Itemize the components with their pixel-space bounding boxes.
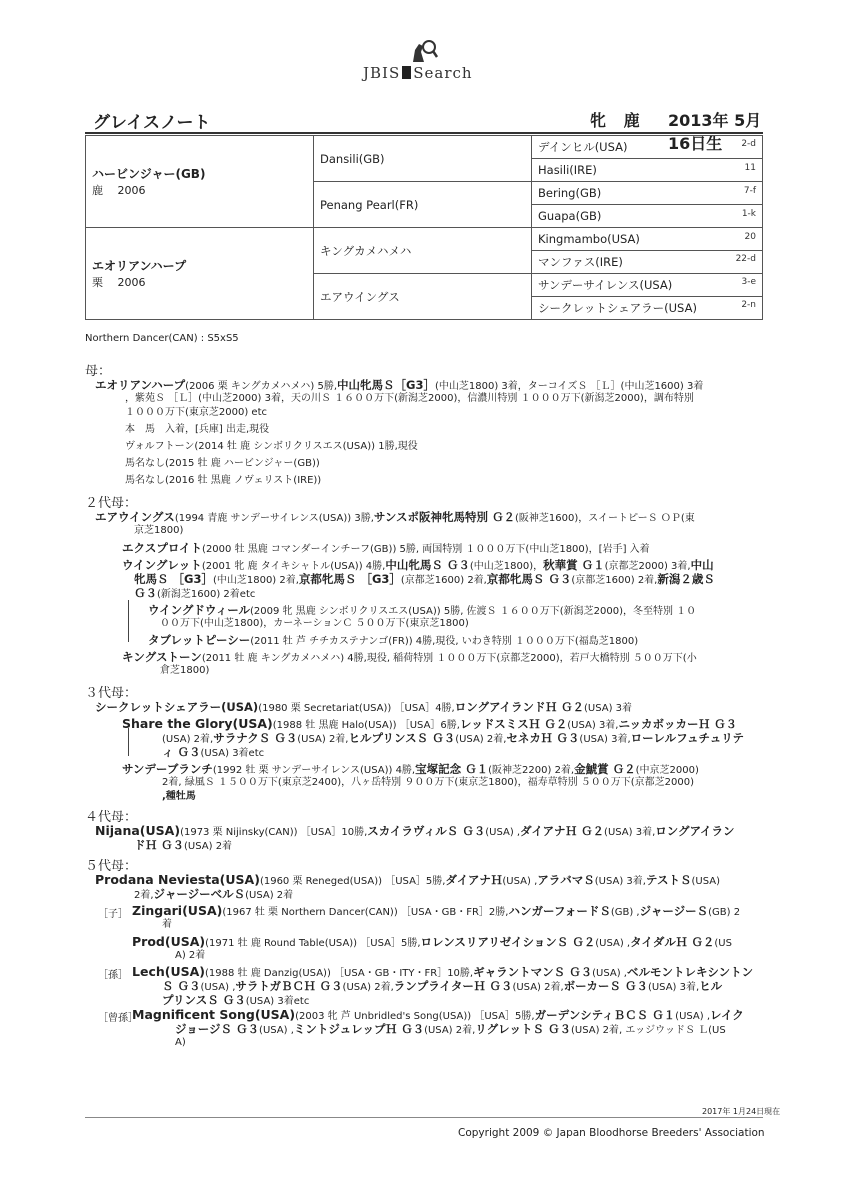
fifth-dam-line: Magnificent Song(USA)(2003 牝 芦 Unbridled's Song(USA)) ［USA］5勝,ガーデンシティＢＣＳ Ｇ１(USA) ,レイク: [132, 1007, 744, 1022]
fifth-dam-line: Lech(USA)(1988 牡 鹿 Danzig(USA)) ［USA・GB・ITY・FR］10勝,ギャラントマンＳ Ｇ３(USA) ,ベルモントレキシントン: [132, 964, 754, 979]
tree-line: [128, 600, 129, 642]
fifth-dam-line: Prod(USA)(1971 牡 鹿 Round Table(USA)) ［USA］5勝,ロレンスリアリゼイションＳ Ｇ２(USA) ,タイダルＨ Ｇ２(US: [132, 934, 732, 949]
logo-text-left: JBIS: [363, 64, 401, 82]
gen3-cell: シークレットシェアラー(USA) 2-n: [532, 297, 763, 320]
dam-line: ，紫苑Ｓ ［Ｌ］(中山芝2000) 3着，天の川Ｓ １６００万下(新潟芝2000)，信濃川特別 １０００万下(新潟芝2000)，調布特別: [125, 393, 694, 404]
jbis-logo: [363, 38, 503, 88]
logo-text-right: Search: [413, 64, 473, 82]
fifth-dam-line: Zingari(USA)(1967 牡 栗 Northern Dancer(CAN)) ［USA・GB・FR］2勝,ハンガーフォードＳ(GB) ,ジャージーＳ(GB) 2: [132, 903, 741, 918]
third-dam-line: ィ Ｇ３(USA) 3着etc: [162, 745, 265, 759]
dam-dam-cell: エアウイングス: [314, 274, 532, 320]
second-dam-line: ウイングドウィール(2009 牝 黒鹿 シンボリクリスエス(USA)) 5勝, 佐渡Ｓ １６００万下(新潟芝2000)，冬至特別 １０: [148, 603, 697, 617]
fifth-dam-line: 着: [162, 919, 172, 930]
sire-sire-cell: Dansili(GB): [314, 136, 532, 182]
footer-divider: [85, 1117, 763, 1118]
gen3-cell: Kingmambo(USA) 20: [532, 228, 763, 251]
section-2nd-dam: ２代母：: [85, 496, 138, 511]
fourth-dam-line: Nijana(USA)(1973 栗 Nijinsky(CAN)) ［USA］10勝,スカイラヴィルＳ Ｇ３(USA) ,ダイアナＨ Ｇ２(USA) 3着,ロングアイラン: [95, 823, 735, 838]
fifth-dam-line: Ｓ Ｇ３(USA) ,サラトガＢＣＨ Ｇ３(USA) 2着,ランプライターＨ Ｇ３(USA) 2着,ボーカーＳ Ｇ３(USA) 3着,ヒル: [162, 979, 723, 993]
sire-dam-cell: Penang Pearl(FR): [314, 182, 532, 228]
relation-tag: ［曾孫］: [98, 1013, 138, 1024]
fourth-dam-line: ドＨ Ｇ３(USA) 2着: [134, 838, 233, 852]
third-dam-line: ,種牡馬: [162, 791, 196, 802]
dam-info: 栗 2006: [92, 276, 146, 289]
horse-magnifier-icon: [409, 38, 439, 66]
inbreeding-note: Northern Dancer(CAN) : S5xS5: [85, 333, 239, 344]
sire-name: ハービンジャー(GB): [92, 167, 206, 181]
fifth-dam-line: A) 2着: [175, 950, 206, 961]
section-dam: 母：: [85, 364, 112, 379]
pedigree-table: [85, 135, 763, 320]
third-dam-line: (USA) 2着,サラナクＳ Ｇ３(USA) 2着,ヒルプリンスＳ Ｇ３(USA) 2着,セネカＨ Ｇ３(USA) 3着,ローレルフュチュリテ: [162, 731, 744, 745]
gen3-cell: Guapa(GB) 1-k: [532, 205, 763, 228]
third-dam-line: Share the Glory(USA)(1988 牡 黒鹿 Halo(USA)) ［USA］6勝,レッドスミスＨ Ｇ２(USA) 3着,ニッカボッカーＨ Ｇ３: [122, 716, 738, 731]
dam-line: ヴォルフトーン(2014 牡 鹿 シンボリクリスエス(USA)) 1勝,現役: [125, 441, 418, 452]
section-3rd-dam: ３代母：: [85, 686, 138, 701]
third-dam-line: シークレットシェアラー(USA)(1980 栗 Secretariat(USA)) ［USA］4勝,ロングアイランドＨ Ｇ２(USA) 3着: [95, 700, 633, 714]
copyright: Copyright 2009 © Japan Bloodhorse Breeders' Association: [458, 1127, 765, 1139]
as-of-date: 2017年 1月24日現在: [702, 1107, 781, 1116]
gen3-cell: Hasili(IRE) 11: [532, 159, 763, 182]
dam-line: エオリアンハープ(2006 栗 キングカメハメハ) 5勝,中山牝馬Ｓ［G3］(中山芝1800) 3着，ターコイズＳ ［Ｌ］(中山芝1600) 3着: [95, 378, 704, 392]
third-dam-line: 2着, 緑風Ｓ １５００万下(東京芝2400)，八ヶ岳特別 ９００万下(東京芝1800)，福寿草特別 ５００万下(京都芝2000): [162, 777, 695, 788]
fifth-dam-line: 2着,ジャージーベルＳ(USA) 2着: [134, 887, 294, 901]
second-dam-line: 京芝1800): [134, 525, 184, 536]
section-5th-dam: ５代母：: [85, 859, 138, 874]
horse-birthdate: 2013年 5月16日生: [668, 111, 762, 153]
dam-line: 馬名なし(2016 牡 黒鹿 ノヴェリスト(IRE)): [125, 475, 322, 486]
second-dam-line: Ｇ３(新潟芝1600) 2着etc: [134, 586, 256, 600]
fifth-dam-line: ジョージＳ Ｇ３(USA) ,ミントジュレップＨ Ｇ３(USA) 2着,リグレットＳ Ｇ３(USA) 2着, エッジウッドＳ Ｌ(US: [175, 1022, 726, 1036]
third-dam-line: サンデーブランチ(1992 牡 栗 サンデーサイレンス(USA)) 4勝,宝塚記念 Ｇ１(阪神芝2200) 2着,金鯱賞 Ｇ２(中京芝2000): [122, 762, 699, 776]
relation-tag: ［子］: [98, 909, 128, 920]
second-dam-line: ウイングレット(2001 牝 鹿 タイキシャトル(USA)) 4勝,中山牝馬Ｓ Ｇ３(中山芝1800)，秋華賞 Ｇ１(京都芝2000) 3着,中山: [122, 558, 714, 572]
sire-info: 鹿 2006: [92, 184, 146, 197]
dam-line: １０００万下(東京芝2000) etc: [125, 407, 268, 418]
fifth-dam-line: プリンスＳ Ｇ３(USA) 3着etc: [162, 993, 310, 1007]
horse-sex-color: 牝 鹿: [590, 111, 646, 130]
second-dam-line: 牝馬Ｓ ［G3］(中山芝1800) 2着,京都牝馬Ｓ ［G3］(京都芝1600) 2着,京都牝馬Ｓ Ｇ３(京都芝1600) 2着,新潟２歳Ｓ: [134, 572, 715, 586]
dam-sire-cell: キングカメハメハ: [314, 228, 532, 274]
second-dam-line: 倉芝1800): [160, 665, 210, 676]
tree-line: [128, 728, 129, 756]
gen3-cell: デインヒル(USA) 2-d: [532, 136, 763, 159]
fifth-dam-line: A): [175, 1037, 186, 1048]
sire-cell: [86, 136, 314, 228]
second-dam-line: エクスプロイト(2000 牡 黒鹿 コマンダーインチーフ(GB)) 5勝, 両国特別 １０００万下(中山芝1800)，[岩手] 入着: [122, 541, 650, 555]
second-dam-line: キングストーン(2011 牡 鹿 キングカメハメハ) 4勝,現役, 稲荷特別 １０００万下(京都芝2000)，若戸大橋特別 ５００万下(小: [122, 650, 697, 664]
logo-box: [402, 66, 411, 79]
horse-name: グレイスノート: [93, 113, 211, 133]
section-4th-dam: ４代母：: [85, 810, 138, 825]
relation-tag: ［孫］: [98, 970, 128, 981]
dam-name: エオリアンハープ: [92, 259, 187, 273]
second-dam-line: エアウイングス(1994 青鹿 サンデーサイレンス(USA)) 3勝,サンスポ阪神牝馬特別 Ｇ２(阪神芝1600)，スイートピーＳ ＯＰ(東: [95, 510, 695, 524]
dam-line: 本 馬 入着，[兵庫] 出走,現役: [125, 424, 270, 435]
fifth-dam-line: Prodana Neviesta(USA)(1960 栗 Reneged(USA)) ［USA］5勝,ダイアナＨ(USA) ,アラバマＳ(USA) 3着,テストＳ(USA): [95, 872, 721, 887]
gen3-cell: サンデーサイレンス(USA) 3-e: [532, 274, 763, 297]
second-dam-line: ００万下(中山芝1800)，カーネーションＣ ５００万下(東京芝1800): [160, 618, 469, 629]
gen3-cell: Bering(GB) 7-f: [532, 182, 763, 205]
dam-cell: [86, 228, 314, 320]
gen3-cell: マンファス(IRE) 22-d: [532, 251, 763, 274]
second-dam-line: タブレットピーシー(2011 牡 芦 チチカステナンゴ(FR)) 4勝,現役, いわき特別 １０００万下(福島芝1800): [148, 633, 639, 647]
dam-line: 馬名なし(2015 牡 鹿 ハービンジャー(GB)): [125, 458, 320, 469]
